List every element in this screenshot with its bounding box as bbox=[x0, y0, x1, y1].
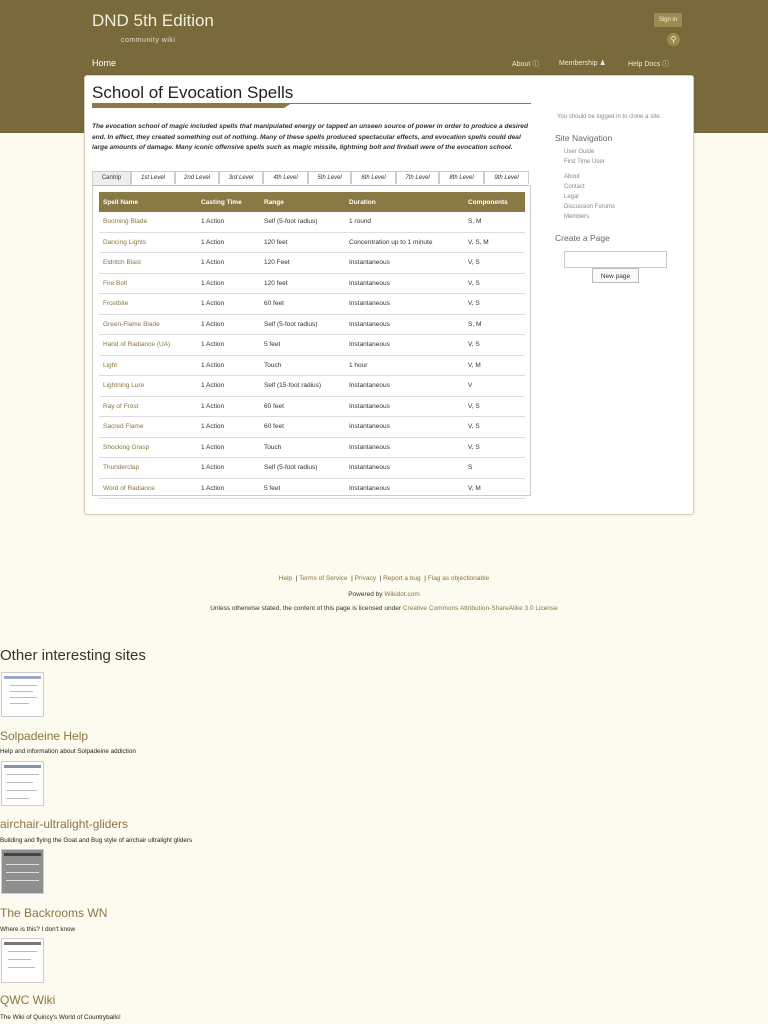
casting-time-cell: 1 Action bbox=[197, 314, 260, 335]
spell-name-link[interactable]: Thunderclap bbox=[99, 458, 197, 479]
tab-7th-level[interactable]: 7th Level bbox=[396, 171, 439, 184]
duration-cell: Instantaneous bbox=[345, 396, 464, 417]
components-cell: S, M bbox=[464, 212, 525, 232]
col-casting-time: Casting Time bbox=[197, 192, 260, 212]
range-cell: Self (5-foot radius) bbox=[260, 212, 345, 232]
components-cell: V, M bbox=[464, 478, 525, 499]
site-link-solpadeine-help[interactable]: Solpadeine Help bbox=[0, 729, 89, 743]
duration-cell: Instantaneous bbox=[345, 314, 464, 335]
table-row bbox=[99, 314, 525, 335]
table-row bbox=[99, 335, 525, 356]
wikidot-link[interactable]: Wikidot.com bbox=[384, 591, 420, 598]
duration-cell: Instantaneous bbox=[345, 294, 464, 315]
spell-name-link[interactable]: Ray of Frost bbox=[99, 396, 197, 417]
duration-cell: 1 hour bbox=[345, 355, 464, 376]
spell-name-link[interactable]: Fire Bolt bbox=[99, 273, 197, 294]
sidebar-link-legal[interactable]: Legal bbox=[564, 194, 579, 200]
casting-time-cell: 1 Action bbox=[197, 478, 260, 499]
tab-2nd-level[interactable]: 2nd Level bbox=[175, 171, 219, 184]
casting-time-cell: 1 Action bbox=[197, 273, 260, 294]
range-cell: 120 feet bbox=[260, 232, 345, 253]
components-cell: V bbox=[464, 376, 525, 397]
footer-link-report-bug[interactable]: Report a bug bbox=[383, 575, 421, 582]
casting-time-cell: 1 Action bbox=[197, 253, 260, 274]
duration-cell: 1 round bbox=[345, 212, 464, 232]
sidebar-link-user-guide[interactable]: User Guide bbox=[564, 149, 595, 155]
range-cell: Touch bbox=[260, 355, 345, 376]
spell-name-link[interactable]: Lightning Lure bbox=[99, 376, 197, 397]
components-cell: V, S bbox=[464, 294, 525, 315]
license-link[interactable]: Creative Commons Attribution-ShareAlike 3.0 License bbox=[402, 605, 558, 612]
license-text: Unless otherwise stated, the content of this page is licensed under bbox=[210, 605, 401, 612]
tab-8th-level[interactable]: 8th Level bbox=[439, 171, 484, 184]
spell-name-link[interactable]: Dancing Lights bbox=[99, 232, 197, 253]
table-row bbox=[99, 437, 525, 458]
footer-links: Help | Terms of Service | Privacy | Report a bug | Flag as objectionable bbox=[278, 575, 490, 582]
col-range: Range bbox=[260, 192, 345, 212]
sidebar-link-about[interactable]: About bbox=[564, 174, 580, 180]
components-cell: V, S bbox=[464, 437, 525, 458]
casting-time-cell: 1 Action bbox=[197, 376, 260, 397]
site-subtitle: community wiki bbox=[121, 37, 176, 44]
tab-cantrip[interactable]: Cantrip bbox=[92, 171, 131, 185]
range-cell: 5 feet bbox=[260, 478, 345, 499]
components-cell: V, S bbox=[464, 335, 525, 356]
table-row bbox=[99, 273, 525, 294]
site-link-airchair-ultralight-gliders[interactable]: airchair-ultralight-gliders bbox=[0, 817, 129, 831]
duration-cell: Instantaneous bbox=[345, 458, 464, 479]
powered-by bbox=[0, 591, 768, 598]
nav-about[interactable]: About ⓘ bbox=[512, 61, 540, 68]
components-cell: V, S bbox=[464, 253, 525, 274]
tab-9th-level[interactable]: 9th Level bbox=[484, 171, 529, 184]
range-cell: 60 feet bbox=[260, 396, 345, 417]
footer-link-flag[interactable]: Flag as objectionable bbox=[427, 575, 490, 582]
powered-by-text: Powered by bbox=[348, 591, 383, 598]
site-thumbnail[interactable] bbox=[1, 761, 44, 806]
range-cell: 5 feet bbox=[260, 335, 345, 356]
nav-home[interactable]: Home bbox=[92, 58, 117, 68]
duration-cell: Instantaneous bbox=[345, 376, 464, 397]
duration-cell: Instantaneous bbox=[345, 417, 464, 438]
components-cell: V, M bbox=[464, 355, 525, 376]
site-thumbnail[interactable] bbox=[1, 672, 44, 717]
casting-time-cell: 1 Action bbox=[197, 458, 260, 479]
casting-time-cell: 1 Action bbox=[197, 294, 260, 315]
tab-5th-level[interactable]: 5th Level bbox=[308, 171, 351, 184]
site-thumbnail[interactable] bbox=[1, 849, 44, 894]
sign-in-button[interactable]: Sign in bbox=[654, 13, 682, 27]
duration-cell: Instantaneous bbox=[345, 253, 464, 274]
duration-cell: Instantaneous bbox=[345, 478, 464, 499]
range-cell: Touch bbox=[260, 437, 345, 458]
spell-name-link[interactable]: Frostbite bbox=[99, 294, 197, 315]
spell-name-link[interactable]: Sacred Flame bbox=[99, 417, 197, 438]
casting-time-cell: 1 Action bbox=[197, 232, 260, 253]
components-cell: V, S bbox=[464, 396, 525, 417]
footer-link-terms[interactable]: Terms of Service bbox=[299, 575, 348, 582]
duration-cell: Instantaneous bbox=[345, 437, 464, 458]
table-row bbox=[99, 396, 525, 417]
site-thumbnail[interactable] bbox=[1, 938, 44, 983]
page-title: School of Evocation Spells bbox=[92, 83, 294, 102]
table-row bbox=[99, 355, 525, 376]
table-row bbox=[99, 458, 525, 479]
components-cell: V, S, M bbox=[464, 232, 525, 253]
components-cell: S, M bbox=[464, 314, 525, 335]
footer-link-help[interactable]: Help bbox=[278, 575, 293, 582]
license-line bbox=[0, 605, 768, 612]
range-cell: 120 feet bbox=[260, 273, 345, 294]
login-note: You should be logged in to clone a site. bbox=[557, 114, 662, 120]
spells-table-body bbox=[99, 212, 525, 499]
spell-name-link[interactable]: Booming Blade bbox=[99, 212, 197, 232]
footer-link-privacy[interactable]: Privacy bbox=[354, 575, 376, 582]
spell-name-link[interactable]: Green-Flame Blade bbox=[99, 314, 197, 335]
spell-name-link[interactable]: Eldritch Blast bbox=[99, 253, 197, 274]
sidebar-link-contact[interactable]: Contact bbox=[564, 184, 585, 190]
range-cell: 120 Feet bbox=[260, 253, 345, 274]
nav-membership[interactable]: Membership ♟ bbox=[559, 60, 606, 67]
level-tabs bbox=[92, 171, 529, 186]
spell-name-link[interactable]: Shocking Grasp bbox=[99, 437, 197, 458]
new-page-input[interactable] bbox=[564, 251, 667, 268]
site-link-qwc-wiki[interactable]: QWC Wiki bbox=[0, 993, 56, 1007]
range-cell: Self (5-foot radius) bbox=[260, 314, 345, 335]
spell-name-link[interactable]: Hand of Radiance (UA) bbox=[99, 335, 197, 356]
range-cell: Self (15-foot radius) bbox=[260, 376, 345, 397]
site-link-the-backrooms-wn[interactable]: The Backrooms WN bbox=[0, 906, 108, 920]
title-accent bbox=[92, 103, 292, 108]
new-page-button[interactable]: New page bbox=[592, 268, 639, 283]
spells-table bbox=[99, 192, 525, 499]
casting-time-cell: 1 Action bbox=[197, 396, 260, 417]
duration-cell: Instantaneous bbox=[345, 335, 464, 356]
tab-3rd-level[interactable]: 3rd Level bbox=[219, 171, 263, 184]
site-navigation-heading: Site Navigation bbox=[555, 133, 613, 143]
duration-cell: Instantaneous bbox=[345, 273, 464, 294]
range-cell: Self (5-foot radius) bbox=[260, 458, 345, 479]
duration-cell: Concentration up to 1 minute bbox=[345, 232, 464, 253]
col-components: Components bbox=[464, 192, 525, 212]
search-icon[interactable]: ⚲ bbox=[667, 33, 680, 46]
nav-help-docs[interactable]: Help Docs ⓘ bbox=[628, 61, 670, 68]
casting-time-cell: 1 Action bbox=[197, 335, 260, 356]
table-row bbox=[99, 376, 525, 397]
table-header-row bbox=[99, 192, 525, 212]
range-cell: 60 feet bbox=[260, 417, 345, 438]
table-row bbox=[99, 212, 525, 232]
tab-4th-level[interactable]: 4th Level bbox=[263, 171, 308, 184]
tab-6th-level[interactable]: 6th Level bbox=[351, 171, 396, 184]
site-desc-the-backrooms-wn: Where is this? I don't know bbox=[0, 926, 76, 933]
table-row bbox=[99, 232, 525, 253]
table-row bbox=[99, 253, 525, 274]
intro-text: The evocation school of magic included spells that manipulated energy or tapped an unseen source of power in order to produce a desired end. In effect, they created something out of nothing. Many of these spells produced spectacular effects, and evocation spells could deal large amounts of damage. Many iconic offensive spells such as magic missile, lightning bolt and fireball were of the evocation school. bbox=[92, 123, 529, 151]
table-row bbox=[99, 294, 525, 315]
col-spell-name: Spell Name bbox=[99, 192, 197, 212]
site-desc-airchair-ultralight-gliders: Building and flying the Goat and Bug style of airchair ultralight gliders bbox=[0, 837, 193, 844]
sidebar-link-discussion-forums[interactable]: Discussion Forums bbox=[564, 204, 616, 210]
table-row bbox=[99, 417, 525, 438]
other-sites-heading: Other interesting sites bbox=[0, 647, 146, 664]
casting-time-cell: 1 Action bbox=[197, 417, 260, 438]
components-cell: V, S bbox=[464, 273, 525, 294]
components-cell: S bbox=[464, 458, 525, 479]
range-cell: 60 feet bbox=[260, 294, 345, 315]
sidebar-link-members[interactable]: Members bbox=[564, 214, 590, 220]
site-desc-solpadeine-help: Help and information about Solpadeine addiction bbox=[0, 748, 136, 755]
create-page-heading: Create a Page bbox=[555, 233, 610, 243]
site-desc-qwc-wiki: The Wiki of Quincy's World of Countryballs! bbox=[0, 1014, 121, 1021]
spell-name-link[interactable]: Light bbox=[99, 355, 197, 376]
site-title[interactable]: DND 5th Edition bbox=[92, 11, 214, 30]
casting-time-cell: 1 Action bbox=[197, 437, 260, 458]
casting-time-cell: 1 Action bbox=[197, 212, 260, 232]
components-cell: V, S bbox=[464, 417, 525, 438]
table-row bbox=[99, 478, 525, 499]
spell-name-link[interactable]: Word of Radiance bbox=[99, 478, 197, 499]
col-duration: Duration bbox=[345, 192, 464, 212]
tab-1st-level[interactable]: 1st Level bbox=[131, 171, 175, 184]
sidebar-link-first-time-user[interactable]: First Time User bbox=[564, 159, 605, 165]
casting-time-cell: 1 Action bbox=[197, 355, 260, 376]
